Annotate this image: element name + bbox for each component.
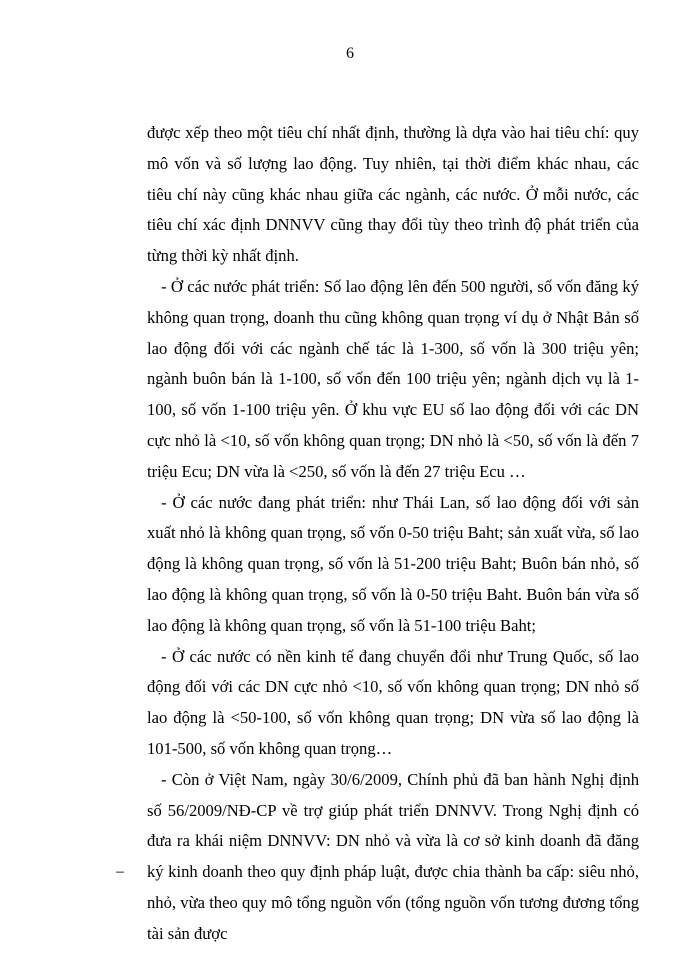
paragraph-transition-economies: - Ở các nước có nền kinh tế đang chuyển đổi như Trung Quốc, số lao động đối với các DN cực nhỏ <10, số vốn không quan trọng; DN nhỏ số lao động là <50-100, số vốn không quan trọng; DN vừa số lao động là 101-500, số vốn không quan trọng… <box>147 646 639 758</box>
paragraph-vietnam: - Còn ở Việt Nam, ngày 30/6/2009, Chính phủ đã ban hành Nghị định số 56/2009/NĐ-CP về trợ giúp phát triển DNNVV. Trong Nghị định có đưa ra khái niệm DNNVV: DN nhỏ và vừa là cơ sở kinh doanh đã đăng ký kinh doanh theo quy định pháp luật, được chia thành ba cấp: siêu nhỏ, nhỏ, vừa theo quy mô tổng nguồn vốn (tổng nguồn vốn tương đương tổng tài sản được <box>147 769 639 943</box>
page-number: 6 <box>346 45 354 62</box>
paragraph-developing-countries: - Ở các nước đang phát triển: như Thái Lan, số lao động đối với sản xuất nhỏ là không quan trọng, số vốn 0-50 triệu Baht; sản xuất vừa, số lao động là không quan trọng, số vốn là 51-200 triệu Baht; Buôn bán nhỏ, số lao động là không quan trọng, số vốn là 0-50 triệu Baht. Buôn bán vừa số lao động là không quan trọng, số vốn là 51-100 triệu Baht; <box>147 492 639 635</box>
paragraph-intro-continued: được xếp theo một tiêu chí nhất định, thường là dựa vào hai tiêu chí: quy mô vốn và số lượng lao động. Tuy nhiên, tại thời điểm khác nhau, các tiêu chí này cũng khác nhau giữa các ngành, các nước. Ở mỗi nước, các tiêu chí xác định DNNVV cũng thay đổi tùy theo trình độ phát triển của từng thời kỳ nhất định. <box>147 123 639 266</box>
paragraph-developed-countries: - Ở các nước phát triển: Số lao động lên đến 500 người, số vốn đăng ký không quan trọng, doanh thu cũng không quan trọng ví dụ ở Nhật Bản số lao động đối với các ngành chế tác là 1-300, số vốn là 300 triệu yên; ngành buôn bán là 1-100, số vốn đến 100 triệu yên; ngành dịch vụ là 1-100, số vốn 1-100 triệu yên. Ở khu vực EU số lao động đối với các DN cực nhỏ là <10, số vốn không quan trọng; DN nhỏ là <50, số vốn là đến 7 triệu Ecu; DN vừa là <250, số vốn là đến 27 triệu Ecu … <box>147 276 639 481</box>
footer-dash: – <box>116 863 124 880</box>
document-body <box>147 118 639 950</box>
